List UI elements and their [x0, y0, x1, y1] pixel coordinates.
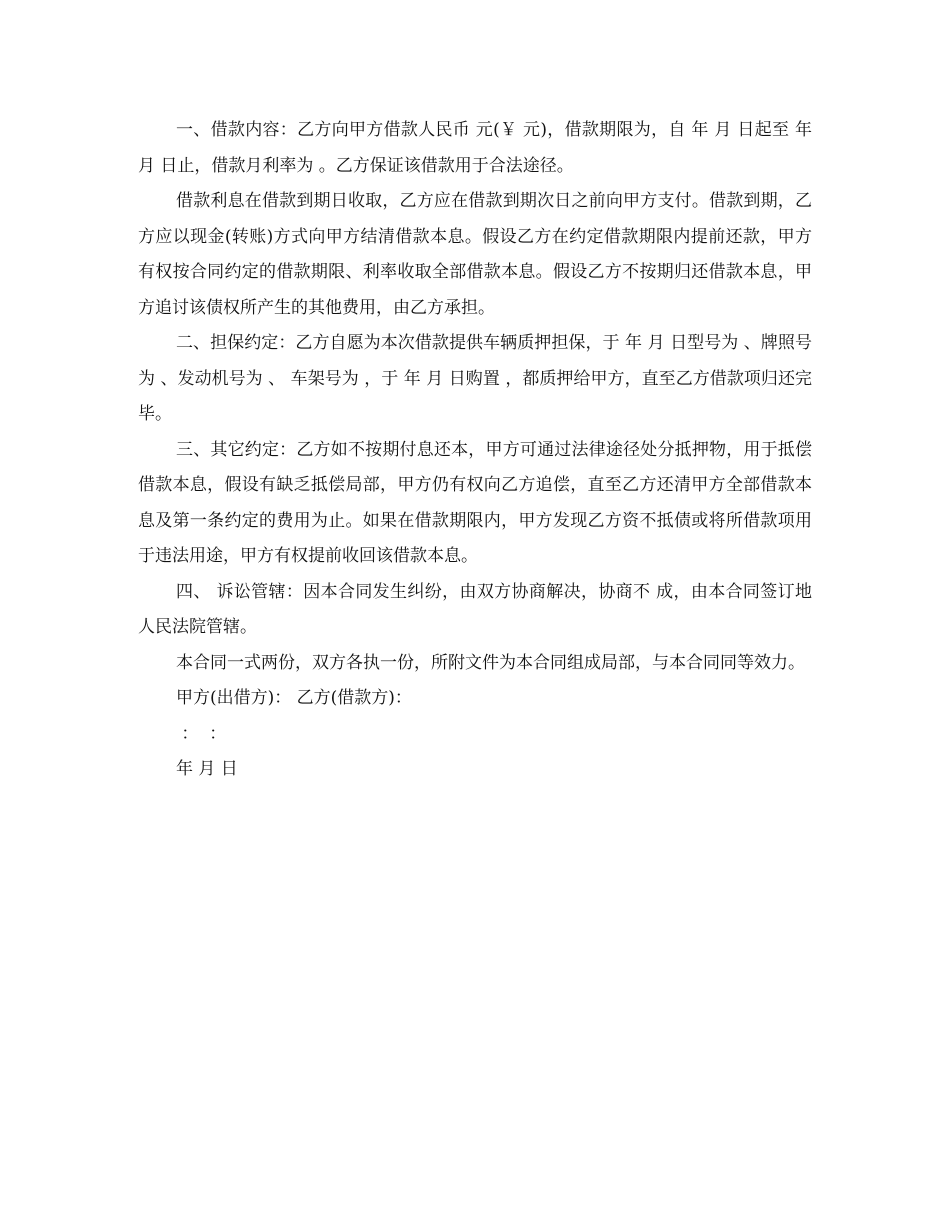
clause-other: 三、其它约定：乙方如不按期付息还本，甲方可通过法律途径处分抵押物，用于抵偿借款本息，假设有缺乏抵偿局部，甲方仍有权向乙方追偿，直至乙方还清甲方全部借款本息及第一条约定的费用为止。如果在借款期限内，甲方发现乙方资不抵债或将所借款项用于违法用途，甲方有权提前收回该借款本息。 — [138, 439, 812, 566]
signature-line: 甲方(出借方)： 乙方(借款方)： — [176, 688, 412, 708]
clause-interest: 借款利息在借款到期日收取，乙方应在借款到期次日之前向甲方支付。借款到期，乙方应以现金(转账)方式向甲方结清借款本息。假设乙方在约定借款期限内提前还款，甲方有权按合同约定的借款期限、利率收取全部借款本息。假设乙方不按期归还借款本息，甲方追讨该债权所产生的其他费用，由乙方承担。 — [138, 191, 812, 318]
contract-body — [138, 113, 812, 788]
clause-jurisdiction: 四、 诉讼管辖：因本合同发生纠纷，由双方协商解决，协商不 成，由本合同签订地人民法院管辖。 — [138, 581, 812, 637]
date-line: 年 月 日 — [176, 759, 238, 779]
signature-colons: ： ： — [176, 723, 227, 744]
clause-guarantee: 二、担保约定：乙方自愿为本次借款提供车辆质押担保，于 年 月 日型号为 、牌照号为 、发动机号为 、 车架号为 ，于 年 月 日购置 ，都质押给甲方，直至乙方借款项归还完毕。 — [138, 333, 812, 424]
clause-copies: 本合同一式两份，双方各执一份，所附文件为本合同组成局部，与本合同同等效力。 — [176, 652, 805, 673]
clause-loan-content: 一、借款内容：乙方向甲方借款人民币 元(￥ 元)，借款期限为，自 年 月 日起至 年 月 日止，借款月利率为 。乙方保证该借款用于合法途径。 — [138, 120, 812, 176]
